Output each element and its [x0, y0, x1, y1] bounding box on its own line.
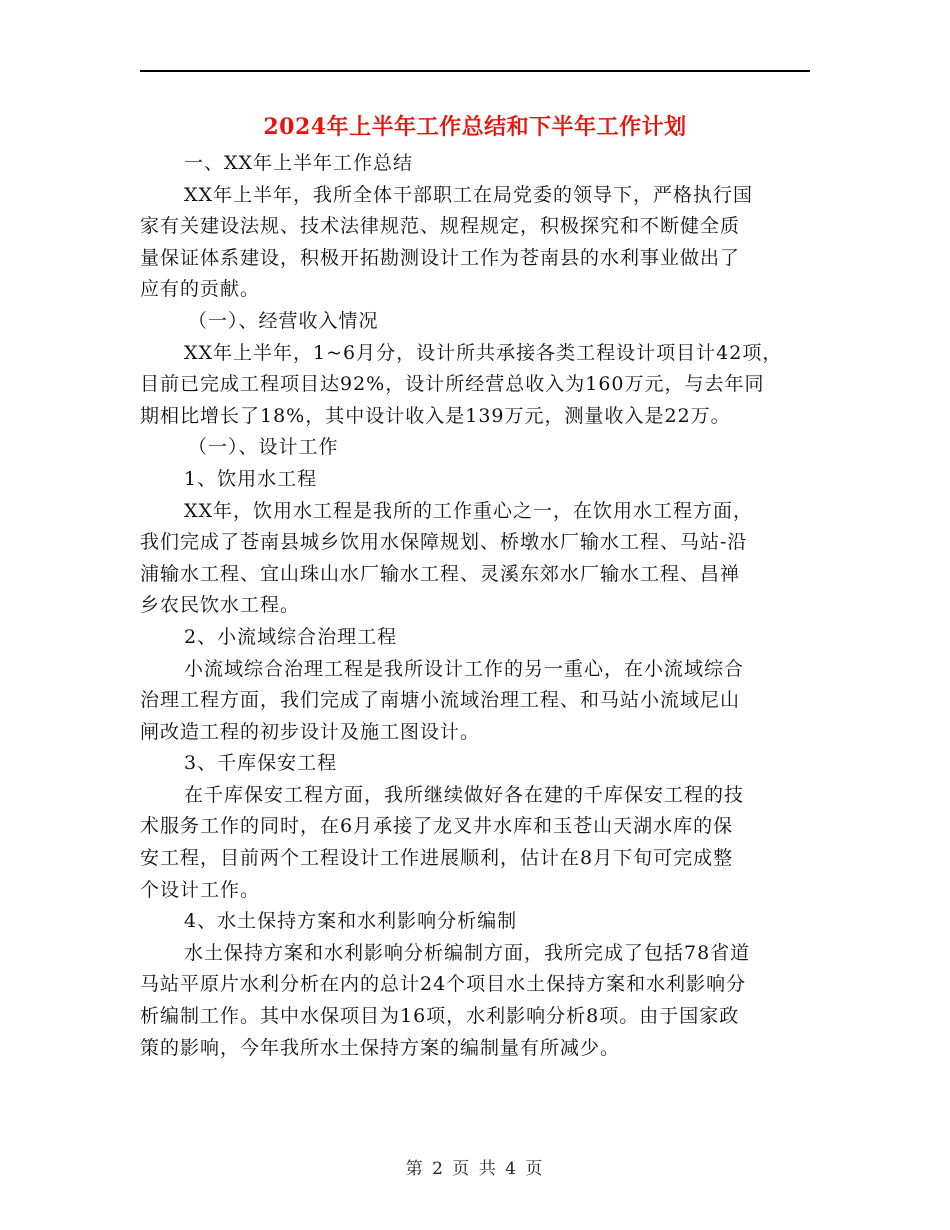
body-line: 析编制工作。其中水保项目为16项，水利影响分析8项。由于国家政 — [140, 1005, 740, 1028]
body-line: 小流域综合治理工程是我所设计工作的另一重心，在小流域综合 — [184, 657, 745, 680]
body-line: 马站平原片水利分析在内的总计24个项目水土保持方案和水利影响分 — [140, 973, 747, 996]
body-line: 3、千库保安工程 — [184, 752, 338, 775]
body-line: 在千库保安工程方面，我所继续做好各在建的千库保安工程的技 — [184, 783, 745, 806]
body-line: XX年，饮用水工程是我所的工作重心之一，在饮用水工程方面， — [184, 499, 754, 522]
document-title: 2024年上半年工作总结和下半年工作计划 — [263, 114, 687, 140]
body-line: 浦输水工程、宜山珠山水厂输水工程、灵溪东郊水厂输水工程、昌禅 — [140, 562, 741, 585]
body-line: 策的影响，今年我所水土保持方案的编制量有所减少。 — [140, 1036, 621, 1059]
body-line: 闸改造工程的初步设计及施工图设计。 — [140, 720, 481, 743]
body-line: 1、饮用水工程 — [184, 467, 318, 490]
body-line: 家有关建设法规、技术法律规范、规程规定，积极探究和不断健全质 — [140, 215, 741, 238]
body-line: 我们完成了苍南县城乡饮用水保障规划、桥墩水厂输水工程、马站-沿 — [140, 531, 748, 554]
body-line: 乡农民饮水工程。 — [140, 594, 301, 617]
body-line: 个设计工作。 — [140, 878, 261, 901]
page-footer: 第 2 页 共 4 页 — [405, 1159, 545, 1179]
body-line: XX年上半年，我所全体干部职工在局党委的领导下，严格执行国 — [184, 183, 754, 206]
body-line: 水土保持方案和水利影响分析编制方面，我所完成了包括78省道 — [184, 941, 751, 964]
body-line: 4、水土保持方案和水利影响分析编制 — [184, 910, 518, 933]
body-line: （一）、设计工作 — [188, 436, 339, 459]
body-line: 一、XX年上半年工作总结 — [184, 152, 414, 174]
body-line: 术服务工作的同时，在6月承接了龙叉井水库和玉苍山天湖水库的保 — [140, 815, 734, 838]
document-body — [140, 148, 810, 1064]
body-line: 治理工程方面，我们完成了南塘小流域治理工程、和马站小流域尼山 — [140, 689, 741, 712]
body-line: 目前已完成工程项目达92%，设计所经营总收入为160万元，与去年同 — [140, 373, 765, 396]
body-line: （一）、经营收入情况 — [188, 309, 379, 332]
body-line: 2、小流域综合治理工程 — [184, 625, 398, 648]
body-line: 应有的贡献。 — [140, 278, 261, 301]
body-line: 期相比增长了18%，其中设计收入是139万元，测量收入是22万。 — [140, 404, 731, 427]
body-line: XX年上半年，1~6月分，设计所共承接各类工程设计项目计42项， — [184, 341, 783, 364]
header-rule — [140, 70, 810, 72]
body-line: 安工程，目前两个工程设计工作进展顺利，估计在8月下旬可完成整 — [140, 847, 734, 870]
body-line: 量保证体系建设，积极开拓勘测设计工作为苍南县的水利事业做出了 — [140, 246, 741, 269]
